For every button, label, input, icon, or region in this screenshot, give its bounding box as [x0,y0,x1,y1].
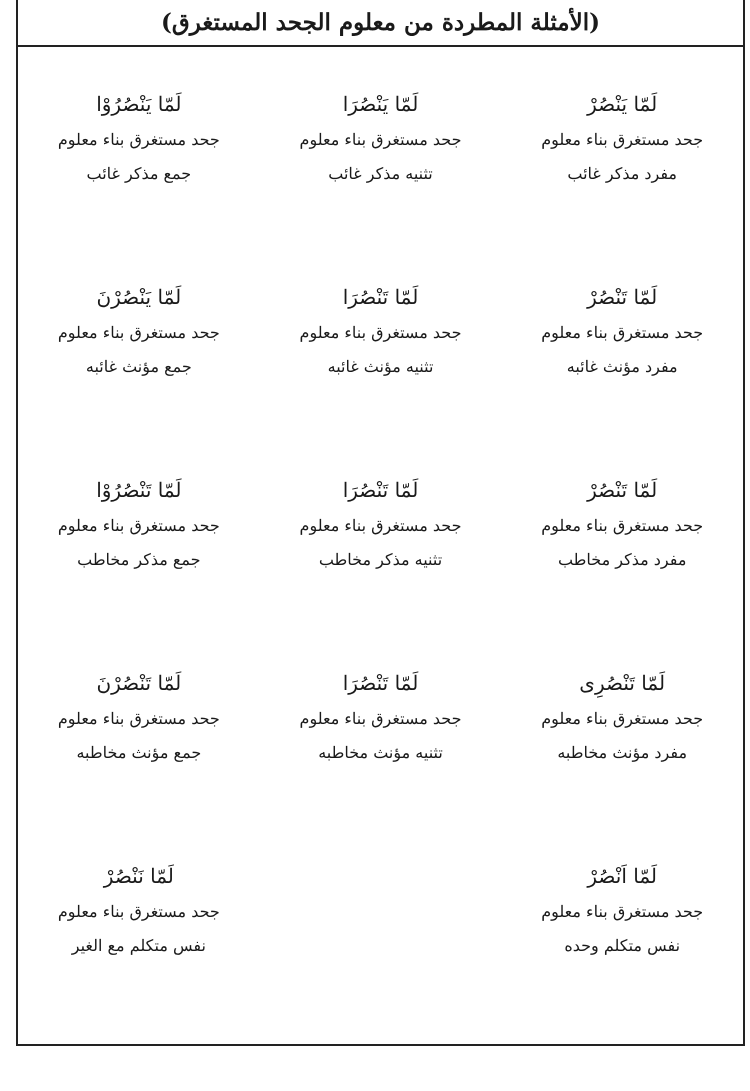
person-description: نفس متکلم وحده [564,936,681,955]
person-description: مفرد مؤنث مخاطبه [557,743,688,762]
person-description: جمع مذکر مخاطب [77,550,201,569]
tense-description: جحد مستغرق بناء معلوم [57,130,220,149]
tense-description: جحد مستغرق بناء معلوم [299,709,462,728]
tense-description: جحد مستغرق بناء معلوم [57,709,220,728]
verb-form: لَمّا نَنْصُرْ [103,864,174,888]
conjugation-cell [260,85,502,278]
verb-form: لَمّا تَنْصُرْ [587,285,658,309]
tense-description: جحد مستغرق بناء معلوم [299,516,462,535]
person-description: مفرد مذکر مخاطب [557,550,687,569]
person-description: جمع مؤنث غائبه [85,357,192,376]
verb-form: لَمّا تَنْصُرَا [342,671,419,695]
person-description: مفرد مذکر غائب [567,164,677,183]
person-description: تثنیه مذکر غائب [328,164,433,183]
conjugation-cell [501,857,743,1050]
person-description: جمع مذکر غائب [86,164,192,183]
tense-description: جحد مستغرق بناء معلوم [541,323,704,342]
conjugation-cell [18,85,260,278]
conjugation-cell [18,278,260,471]
conjugation-cell [501,278,743,471]
verb-form: لَمّا تَنْصُرُوْا [96,478,182,502]
conjugation-cell [260,278,502,471]
verb-form: لَمّا يَنْصُرْنَ [96,285,182,309]
tense-description: جحد مستغرق بناء معلوم [541,709,704,728]
conjugation-page [16,0,745,1046]
verb-form: لَمّا يَنْصُرْ [587,92,658,116]
verb-form: لَمّا يَنْصُرَا [342,92,419,116]
conjugation-cell [501,85,743,278]
conjugation-cell [260,664,502,857]
page-title: (الأمثلة المطردة من معلوم الجحد المستغرق) [18,0,743,47]
conjugation-cell [501,664,743,857]
verb-form: لَمّا تَنْصُرَا [342,478,419,502]
tense-description: جحد مستغرق بناء معلوم [541,902,704,921]
person-description: مفرد مؤنث غائبه [566,357,678,376]
person-description: تثنیه مؤنث مخاطبه [318,743,443,762]
tense-description: جحد مستغرق بناء معلوم [57,323,220,342]
verb-form: لَمّا اَنْصُرْ [587,864,657,888]
tense-description: جحد مستغرق بناء معلوم [57,902,220,921]
conjugation-cell [18,857,260,1050]
tense-description: جحد مستغرق بناء معلوم [299,323,462,342]
conjugation-cell [501,471,743,664]
tense-description: جحد مستغرق بناء معلوم [541,130,704,149]
person-description: تثنیه مذکر مخاطب [318,550,443,569]
person-description: تثنیه مؤنث غائبه [327,357,434,376]
conjugation-cell [260,471,502,664]
tense-description: جحد مستغرق بناء معلوم [541,516,704,535]
conjugation-grid [18,85,743,1050]
conjugation-cell [18,471,260,664]
conjugation-cell [18,664,260,857]
verb-form: لَمّا يَنْصُرُوْا [96,92,182,116]
verb-form: لَمّا تَنْصُرِی [579,671,666,695]
tense-description: جحد مستغرق بناء معلوم [57,516,220,535]
empty-cell [260,857,502,1050]
tense-description: جحد مستغرق بناء معلوم [299,130,462,149]
verb-form: لَمّا تَنْصُرْنَ [96,671,182,695]
person-description: نفس متکلم مع الغیر [71,936,206,955]
verb-form: لَمّا تَنْصُرْ [587,478,658,502]
person-description: جمع مؤنث مخاطبه [76,743,202,762]
verb-form: لَمّا تَنْصُرَا [342,285,419,309]
